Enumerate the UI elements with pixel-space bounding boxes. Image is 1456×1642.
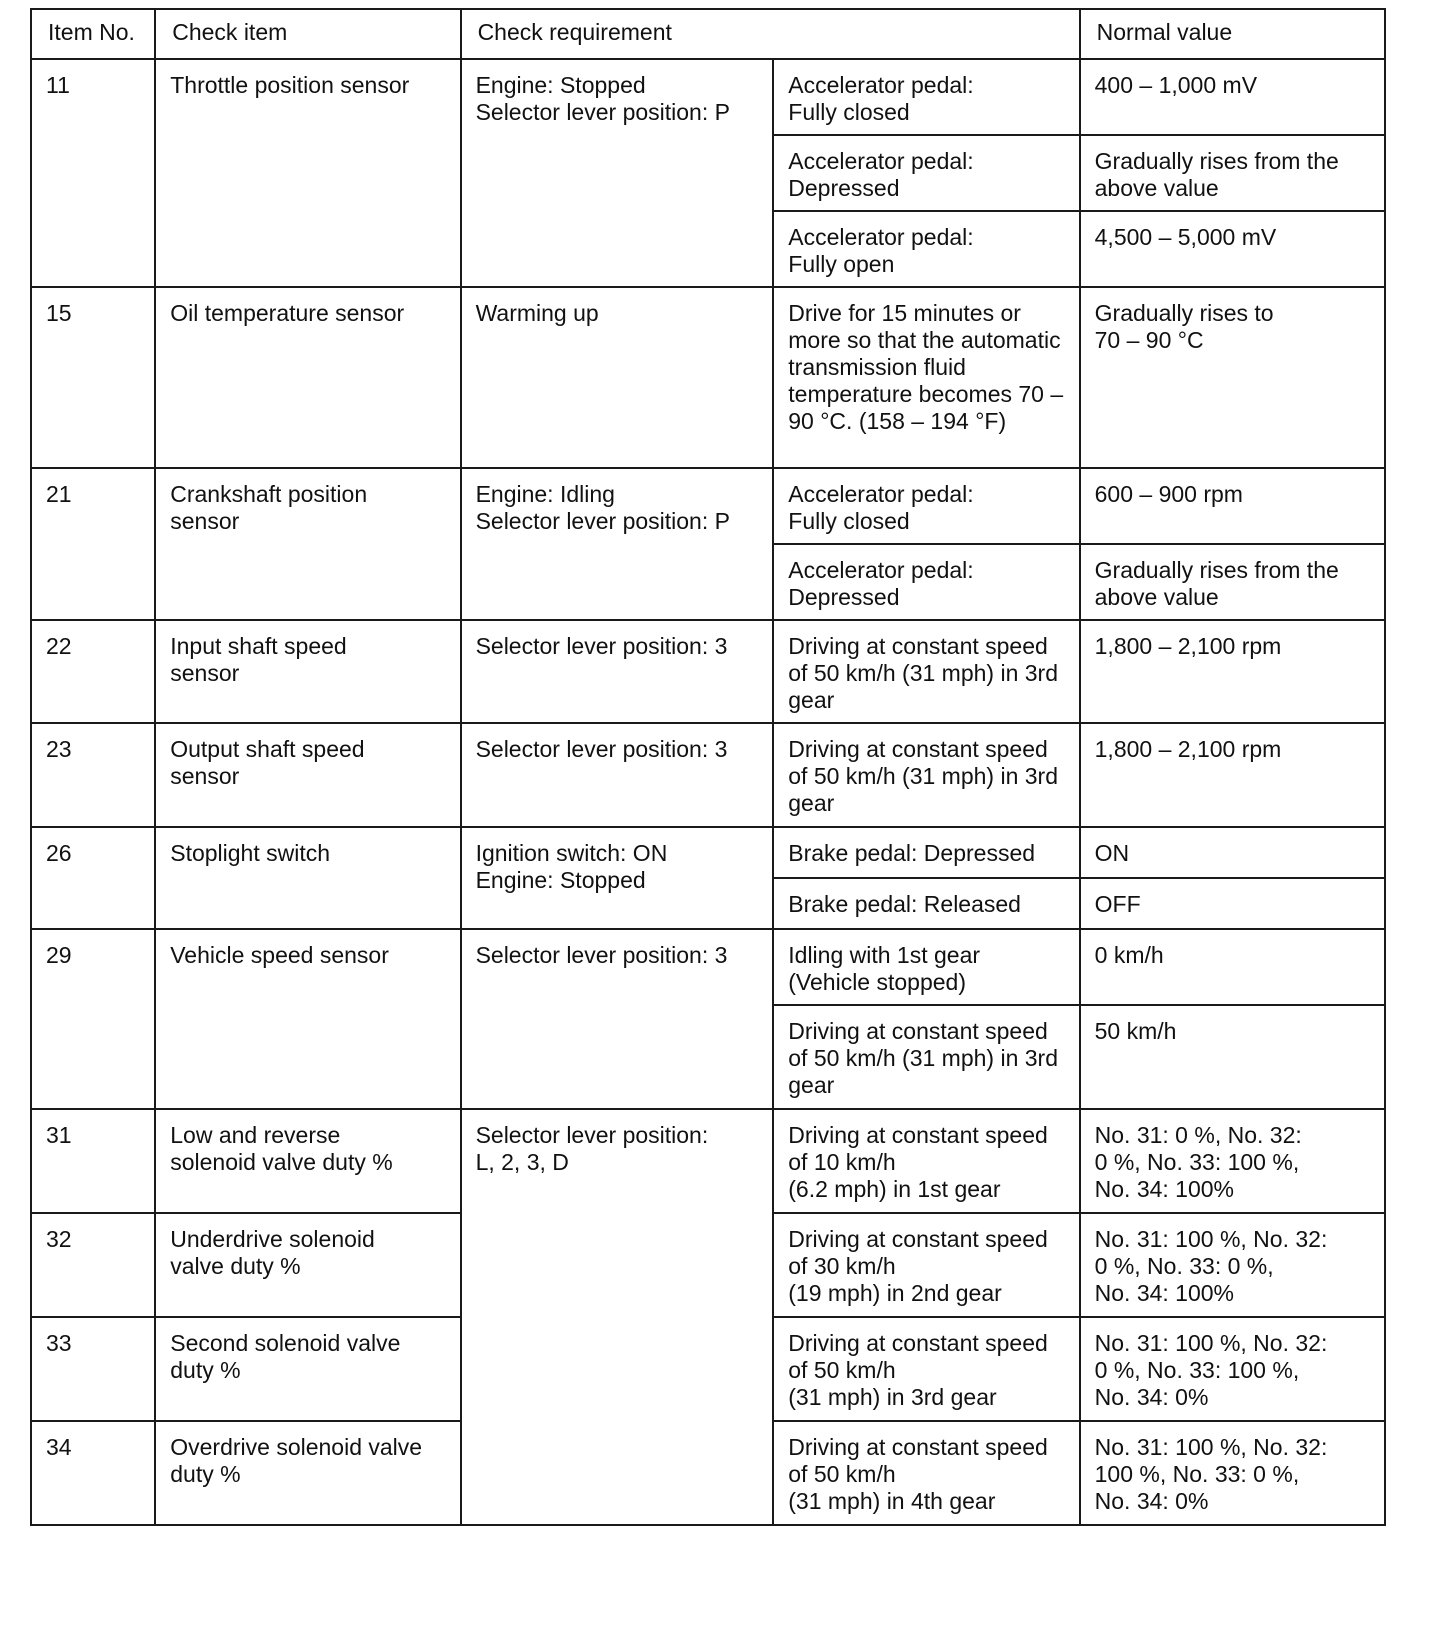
header-check-item: Check item xyxy=(155,9,460,59)
item-no-cell: 23 xyxy=(31,723,155,827)
table-row xyxy=(31,827,1385,878)
normal-value-cell: 0 km/h xyxy=(1080,929,1385,1005)
check-item-cell: Underdrive solenoid valve duty % xyxy=(155,1213,460,1317)
condition-cell: Driving at constant speed of 30 km/h (19 mph) in 2nd gear xyxy=(773,1213,1079,1317)
normal-value-cell: No. 31: 100 %, No. 32: 100 %, No. 33: 0 %, No. 34: 0% xyxy=(1080,1421,1385,1525)
requirement-cell: Engine: Stopped Selector lever position: P xyxy=(461,59,774,287)
header-row xyxy=(31,9,1385,59)
header-item-no: Item No. xyxy=(31,9,155,59)
check-item-cell: Second solenoid valve duty % xyxy=(155,1317,460,1421)
check-item-cell: Stoplight switch xyxy=(155,827,460,929)
check-item-cell: Crankshaft position sensor xyxy=(155,468,460,620)
check-item-cell: Low and reverse solenoid valve duty % xyxy=(155,1109,460,1213)
condition-cell: Accelerator pedal: Depressed xyxy=(773,544,1079,620)
condition-cell: Idling with 1st gear (Vehicle stopped) xyxy=(773,929,1079,1005)
normal-value-cell: 600 – 900 rpm xyxy=(1080,468,1385,544)
requirement-cell: Selector lever position: 3 xyxy=(461,723,774,827)
normal-value-cell: 1,800 – 2,100 rpm xyxy=(1080,620,1385,723)
requirement-cell: Ignition switch: ON Engine: Stopped xyxy=(461,827,774,929)
normal-value-cell: 4,500 – 5,000 mV xyxy=(1080,211,1385,287)
condition-cell: Accelerator pedal: Fully open xyxy=(773,211,1079,287)
condition-cell: Accelerator pedal: Fully closed xyxy=(773,59,1079,135)
check-table xyxy=(30,8,1386,1526)
header-normal-value: Normal value xyxy=(1080,9,1385,59)
condition-cell: Brake pedal: Depressed xyxy=(773,827,1079,878)
item-no-cell: 21 xyxy=(31,468,155,620)
condition-cell: Driving at constant speed of 50 km/h (31 mph) in 3rd gear xyxy=(773,1005,1079,1109)
item-no-cell: 34 xyxy=(31,1421,155,1525)
condition-cell: Drive for 15 minutes or more so that the automatic transmission fluid temperature becomes 70 – 90 °C. (158 – 194 °F) xyxy=(773,287,1079,468)
check-item-cell: Input shaft speed sensor xyxy=(155,620,460,723)
condition-cell: Driving at constant speed of 50 km/h (31 mph) in 3rd gear xyxy=(773,723,1079,827)
requirement-cell: Engine: Idling Selector lever position: P xyxy=(461,468,774,620)
normal-value-cell: No. 31: 100 %, No. 32: 0 %, No. 33: 100 %, No. 34: 0% xyxy=(1080,1317,1385,1421)
check-item-cell: Vehicle speed sensor xyxy=(155,929,460,1109)
normal-value-cell: OFF xyxy=(1080,878,1385,929)
requirement-cell: Warming up xyxy=(461,287,774,468)
normal-value-cell: No. 31: 0 %, No. 32: 0 %, No. 33: 100 %, No. 34: 100% xyxy=(1080,1109,1385,1213)
normal-value-cell: No. 31: 100 %, No. 32: 0 %, No. 33: 0 %, No. 34: 100% xyxy=(1080,1213,1385,1317)
condition-cell: Brake pedal: Released xyxy=(773,878,1079,929)
condition-cell: Accelerator pedal: Depressed xyxy=(773,135,1079,211)
check-item-cell: Overdrive solenoid valve duty % xyxy=(155,1421,460,1525)
requirement-cell: Selector lever position: L, 2, 3, D xyxy=(461,1109,774,1525)
normal-value-cell: 50 km/h xyxy=(1080,1005,1385,1109)
check-item-cell: Throttle position sensor xyxy=(155,59,460,287)
normal-value-cell: Gradually rises from the above value xyxy=(1080,135,1385,211)
table-row xyxy=(31,1109,1385,1213)
header-check-requirement: Check requirement xyxy=(461,9,1080,59)
normal-value-cell: Gradually rises from the above value xyxy=(1080,544,1385,620)
item-no-cell: 32 xyxy=(31,1213,155,1317)
item-no-cell: 29 xyxy=(31,929,155,1109)
normal-value-cell: Gradually rises to 70 – 90 °C xyxy=(1080,287,1385,468)
check-item-cell: Output shaft speed sensor xyxy=(155,723,460,827)
condition-cell: Driving at constant speed of 50 km/h (31 mph) in 4th gear xyxy=(773,1421,1079,1525)
requirement-cell: Selector lever position: 3 xyxy=(461,929,774,1109)
condition-cell: Driving at constant speed of 50 km/h (31 mph) in 3rd gear xyxy=(773,1317,1079,1421)
normal-value-cell: 400 – 1,000 mV xyxy=(1080,59,1385,135)
condition-cell: Driving at constant speed of 50 km/h (31 mph) in 3rd gear xyxy=(773,620,1079,723)
table-row xyxy=(31,723,1385,827)
item-no-cell: 15 xyxy=(31,287,155,468)
condition-cell: Driving at constant speed of 10 km/h (6.2 mph) in 1st gear xyxy=(773,1109,1079,1213)
table-row xyxy=(31,929,1385,1005)
condition-cell: Accelerator pedal: Fully closed xyxy=(773,468,1079,544)
normal-value-cell: 1,800 – 2,100 rpm xyxy=(1080,723,1385,827)
requirement-cell: Selector lever position: 3 xyxy=(461,620,774,723)
check-item-cell: Oil temperature sensor xyxy=(155,287,460,468)
item-no-cell: 31 xyxy=(31,1109,155,1213)
item-no-cell: 33 xyxy=(31,1317,155,1421)
normal-value-cell: ON xyxy=(1080,827,1385,878)
item-no-cell: 11 xyxy=(31,59,155,287)
table-row xyxy=(31,287,1385,468)
table-row xyxy=(31,620,1385,723)
table-row xyxy=(31,468,1385,544)
item-no-cell: 22 xyxy=(31,620,155,723)
table-row xyxy=(31,59,1385,135)
item-no-cell: 26 xyxy=(31,827,155,929)
